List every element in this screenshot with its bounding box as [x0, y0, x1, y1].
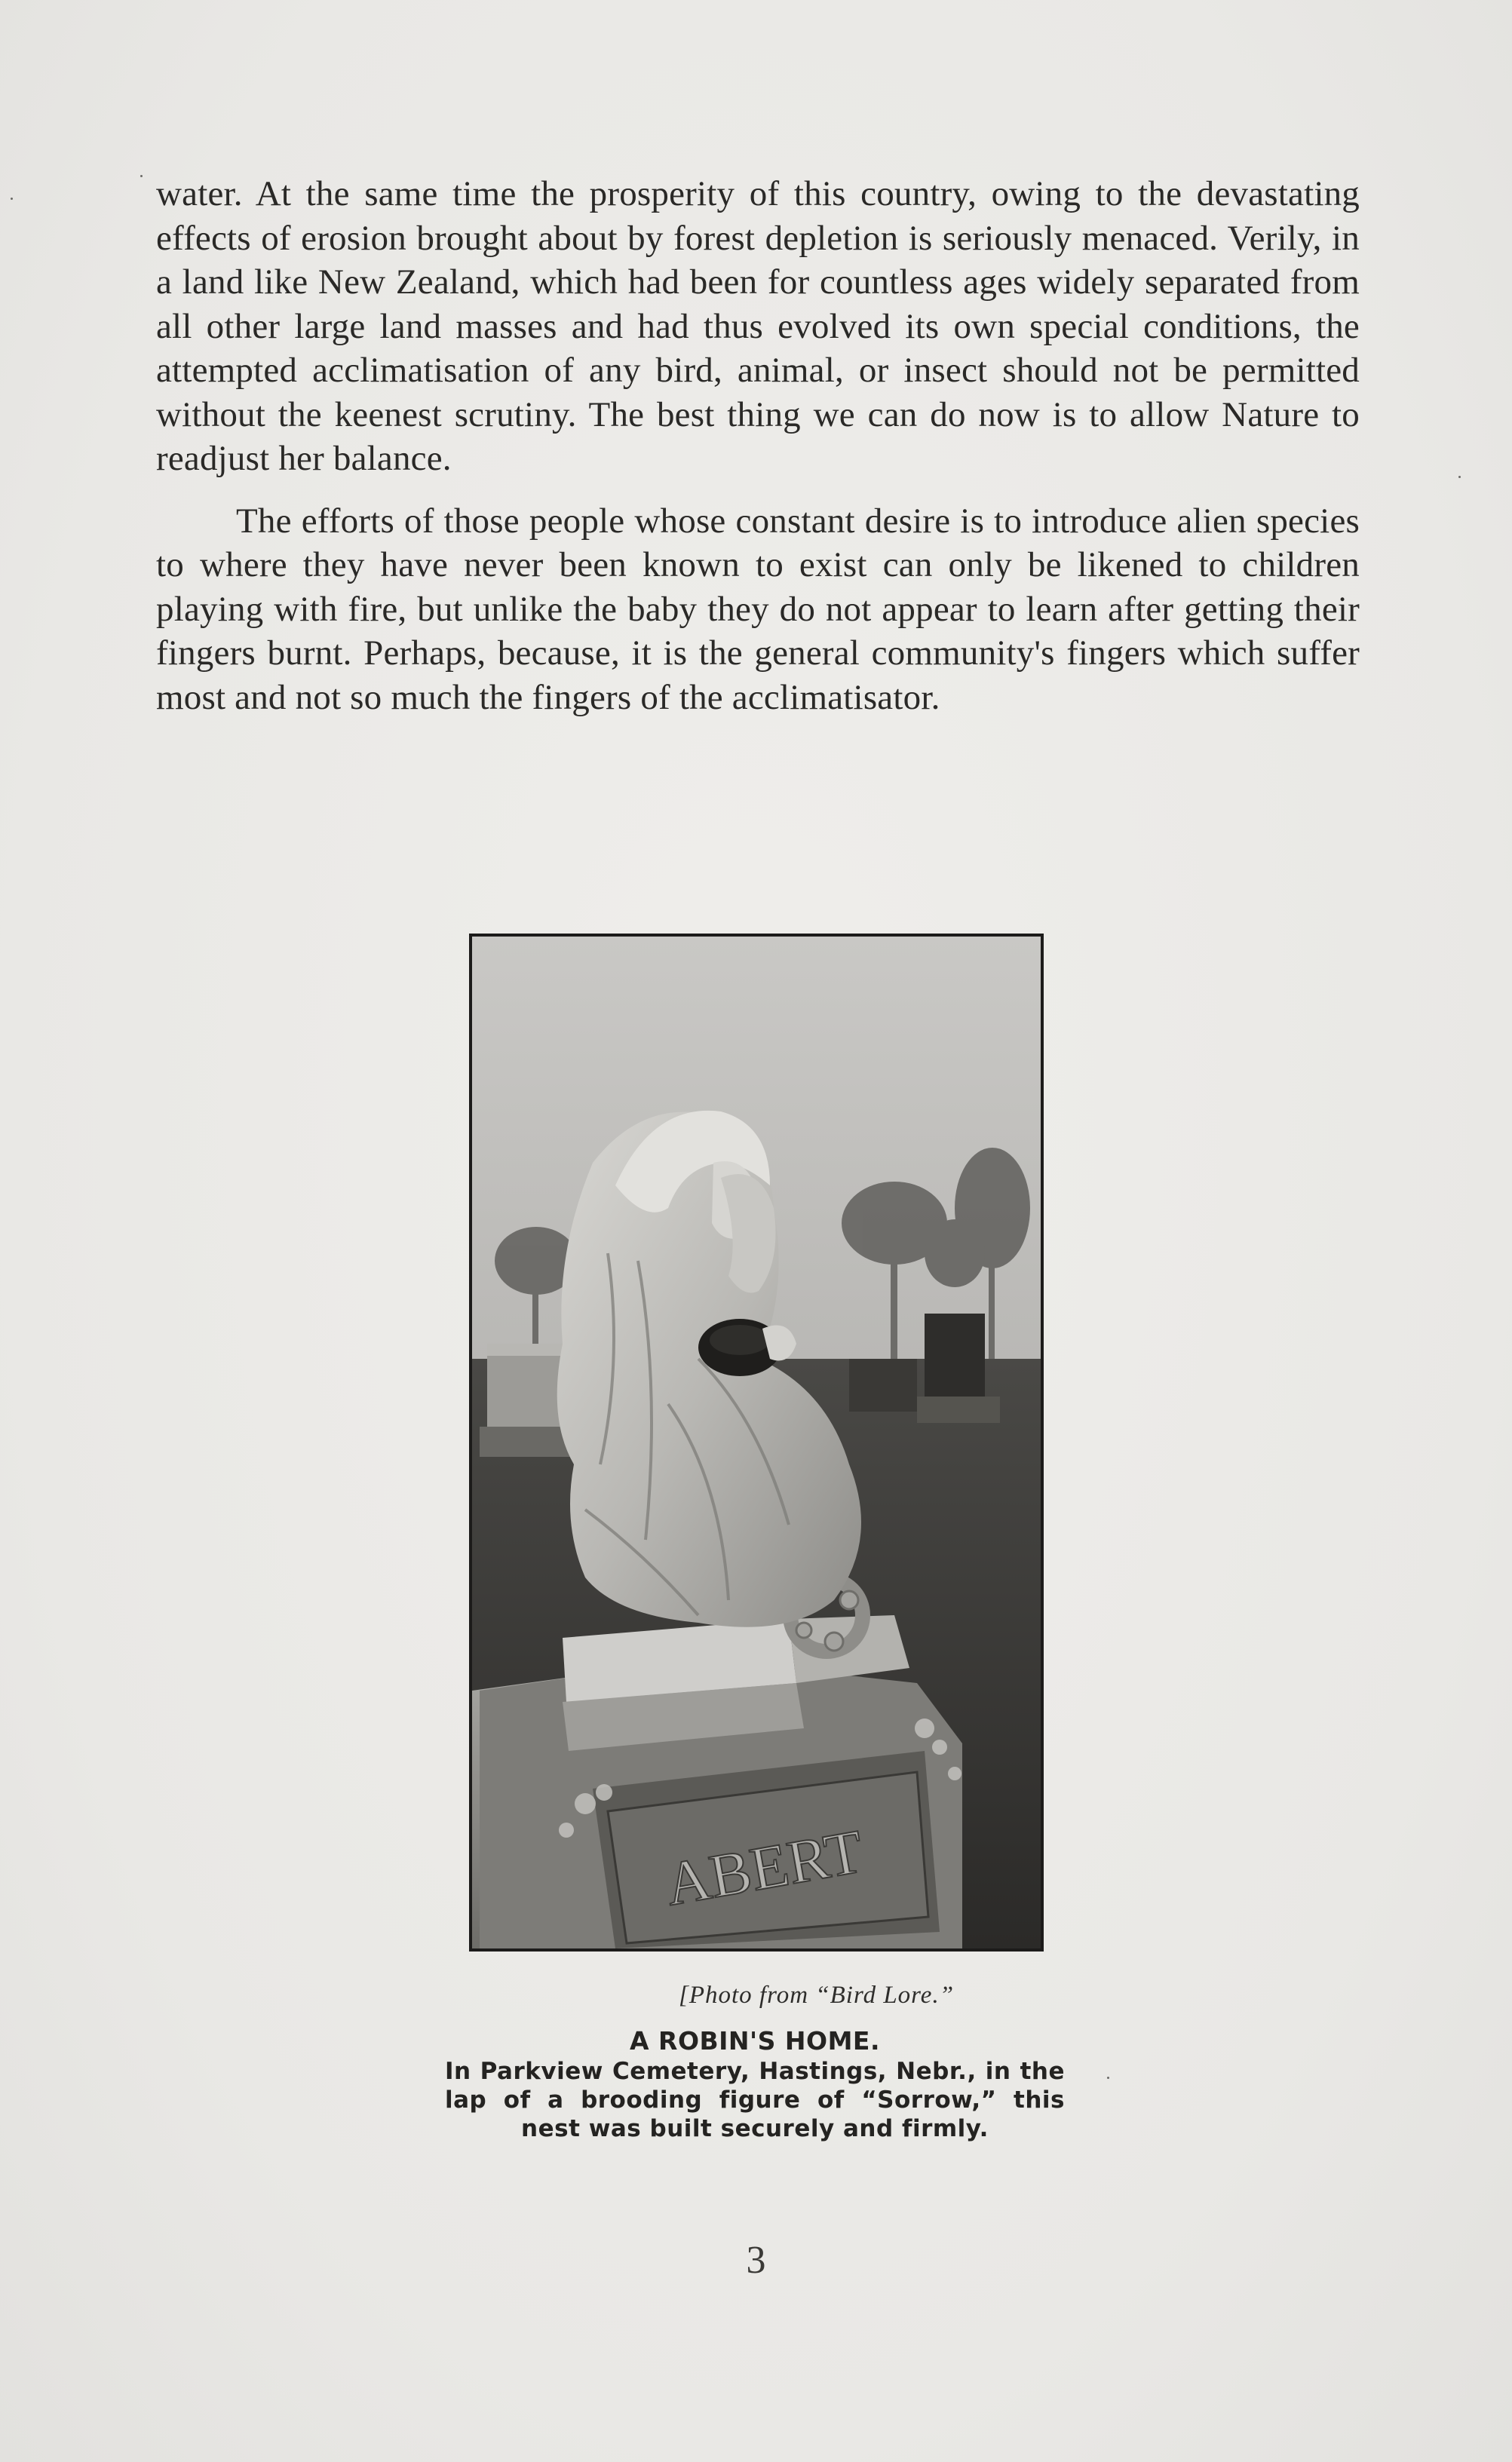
page-number: 3 [746, 2239, 766, 2282]
caption-title: A ROBIN'S HOME. [630, 2026, 880, 2056]
statue-photo-illustration [472, 937, 1041, 1948]
paper-speck [1458, 476, 1461, 478]
article-text [156, 172, 1360, 737]
paragraph-2: The efforts of those people whose constant desire is to introduce alien species to where they have never been known to exist can only be likened to children playing with fire, but unlike the baby they do not appear to learn after getting their fingers burnt. Perhaps, because, it is the general community's fingers which suffer most and not so much the fingers of the acclimatisator. [156, 501, 1360, 717]
paper-speck [11, 198, 13, 200]
paragraph-1: water. At the same time the prosperity of this country, owing to the devastating effects of erosion brought about by forest depletion is seriously menaced. Verily, in a land like New Zealand, which had been for countless ages widely separated from all other large land masses and had thus evolved its own special conditions, the attempted acclimatisation of any bird, animal, or insect should not be permitted without the keenest scrutiny. The best thing we can do now is to allow Nature to readjust her balance. [156, 174, 1360, 478]
caption-body: In Parkview Cemetery, Hastings, Nebr., in the lap of a brooding figure of “Sorrow,” this nest was built securely and firmly. [445, 2058, 1065, 2142]
paper-speck [140, 175, 143, 177]
photo-credit: [Photo from “Bird Lore.” [679, 1982, 955, 2009]
paper-speck [1107, 2077, 1109, 2079]
figure-caption [445, 2027, 1065, 2143]
monument-inscription: ABERT [660, 1817, 869, 1919]
robin-nest-photo [469, 934, 1044, 1952]
